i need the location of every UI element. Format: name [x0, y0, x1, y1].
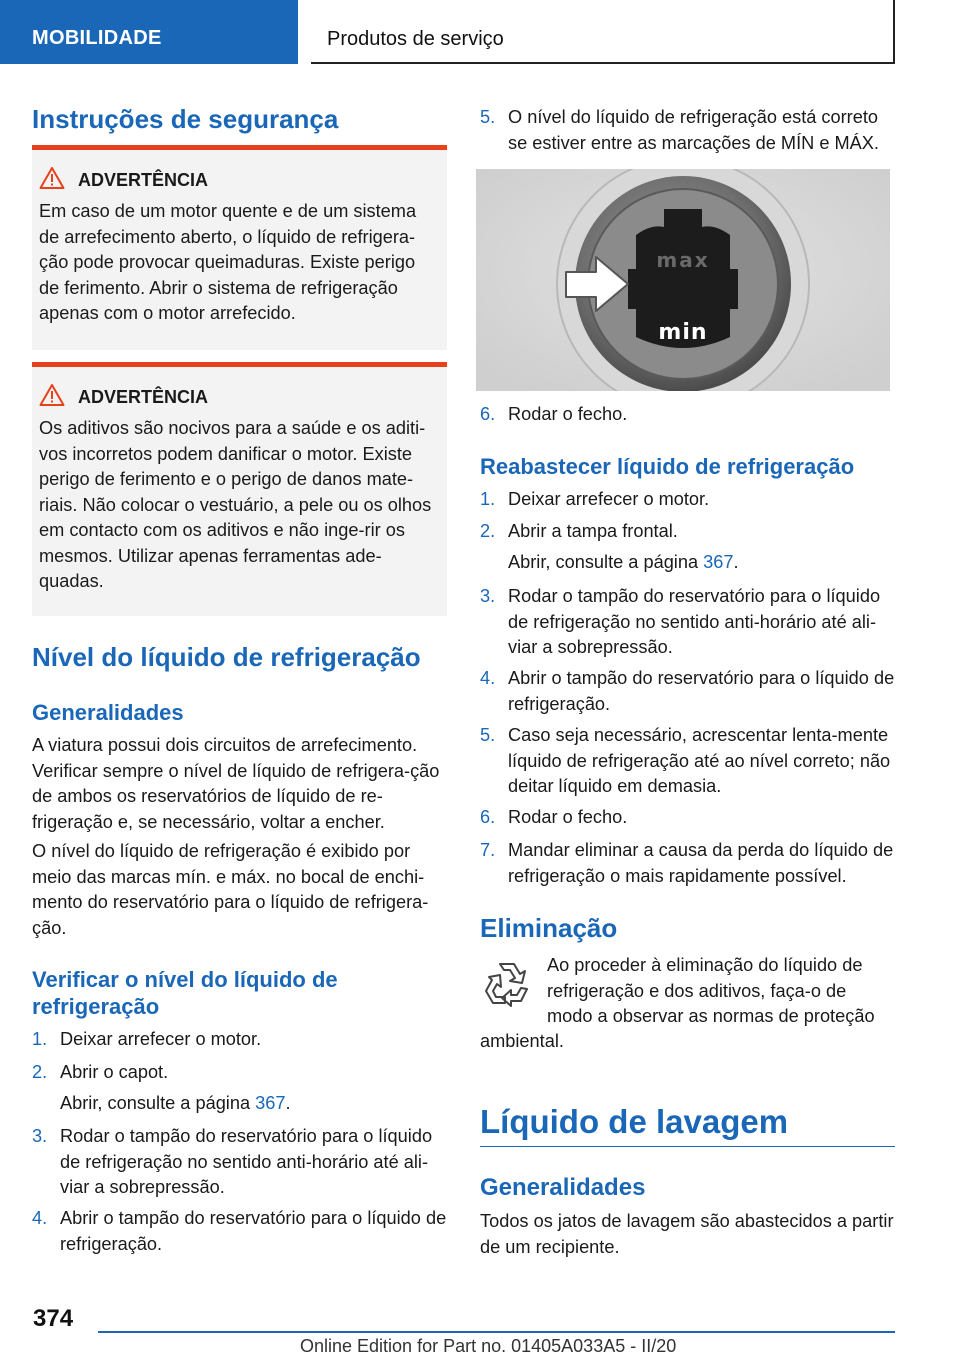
heading-rule — [480, 1146, 895, 1147]
warning-triangle-icon — [39, 166, 65, 190]
safety-heading: Instruções de segurança — [32, 104, 339, 134]
coolant-level-heading: Nível do líquido de refrigeração — [32, 642, 421, 672]
refill-heading: Reabastecer líquido de refrigeração — [480, 454, 855, 479]
warning-box-2 — [32, 362, 447, 616]
page-number: 374 — [33, 1305, 74, 1332]
check-level-heading: Verificar o nível do líquido de refrigeração — [32, 967, 338, 1019]
warning-title: ADVERTÊNCIA — [78, 387, 209, 407]
min-mark: min — [658, 320, 708, 345]
subsection-tab — [311, 0, 895, 64]
section-title: MOBILIDADE — [32, 27, 162, 49]
page-link[interactable]: 367 — [255, 1093, 286, 1113]
disposal-text: Ao proceder à eliminação do líquido de refrigeração e dos aditivos, faça-o de modo a observar as normas de proteção — [547, 955, 875, 1026]
page-link[interactable]: 367 — [703, 552, 734, 572]
warning-box-1 — [32, 145, 447, 350]
coolant-reservoir-image — [476, 169, 890, 391]
subsection-title: Produtos de serviço — [327, 28, 504, 50]
washer-fluid-heading: Líquido de lavagem — [480, 1103, 789, 1140]
general-paragraph-1: A viatura possui dois circuitos de arrefecimento. Verificar sempre o nível de líquido de refrigera-ção de ambos os reservatórios de líquido de re-frigeração e, se necessário, voltar a encher. — [32, 735, 440, 832]
washer-general-heading: Generalidades — [480, 1174, 646, 1201]
warning-triangle-icon — [39, 383, 65, 407]
section-tab — [0, 0, 298, 64]
warning-title: ADVERTÊNCIA — [78, 170, 209, 190]
warning-text: Os aditivos são nocivos para a saúde e os aditi-vos incorretos podem danificar o motor. Existe perigo de ferimento e o perigo de danos mate-riais. Não colocar o vestuário, a pele ou os olhos em contacto com os aditivos e não inge-rir os mesmos. Utilizar apenas ferramentas ade-quadas. — [39, 418, 432, 591]
general-paragraph-2: O nível do líquido de refrigeração é exibido por meio das marcas mín. e máx. no bocal de enchi-mento do reservatório para o líquido de refrigera-ção. — [32, 841, 429, 938]
recycle-icon — [482, 958, 532, 1008]
max-mark: max — [656, 248, 710, 272]
warning-text: Em caso de um motor quente e de um sistema de arrefecimento aberto, o líquido de refrigera-ção pode provocar queimaduras. Existe perigo de ferimento. Abrir o sistema de refrigeração apenas com o motor arrefecido. — [39, 201, 417, 323]
footer-rule — [98, 1331, 895, 1333]
disposal-text-tail: ambiental. — [480, 1031, 564, 1051]
footer-edition: Online Edition for Part no. 01405A033A5 - II/20 — [300, 1336, 677, 1356]
disposal-heading: Eliminação — [480, 913, 618, 943]
general-heading: Generalidades — [32, 700, 184, 725]
washer-general-text: Todos os jatos de lavagem são abastecidos a partir de um recipiente. — [480, 1211, 894, 1257]
